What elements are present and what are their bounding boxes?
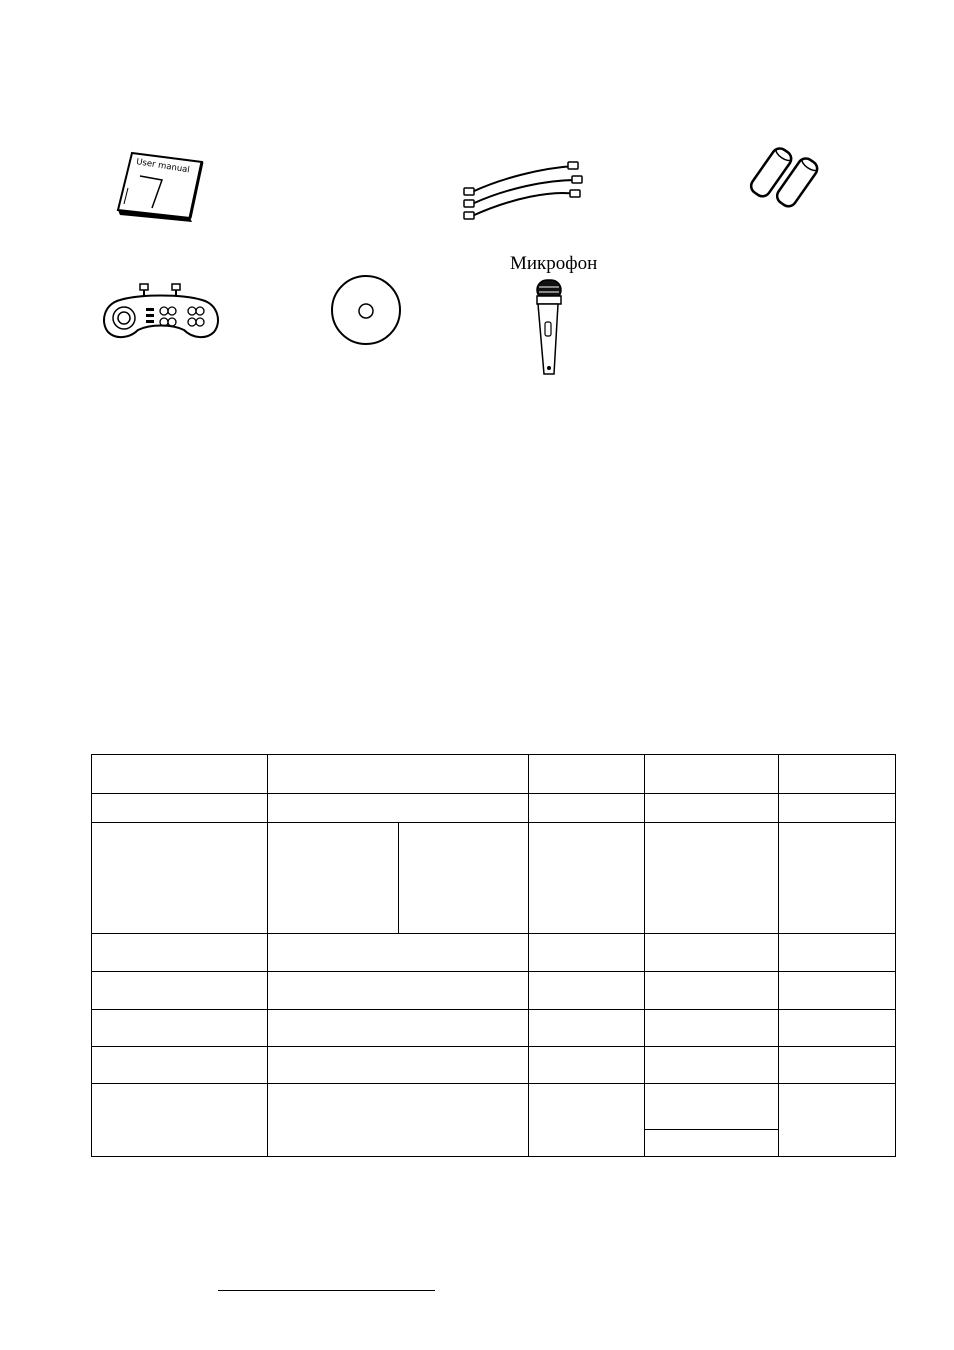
batteries-illustration [748,142,823,217]
microphone-label: Микрофон [510,253,598,274]
av-cable-icon [462,158,587,223]
gamepad-illustration [100,282,222,340]
specification-table-grid [91,754,896,1157]
specification-table [91,754,896,1157]
disc-icon [330,274,402,346]
batteries-icon [748,142,823,217]
disc-illustration [330,274,402,346]
manual-cover-text: User manual [135,157,191,176]
microphone-icon [530,278,566,380]
microphone-illustration [530,278,566,380]
user-manual-icon [110,150,205,222]
av-cable-illustration [462,158,587,223]
table-border [92,755,896,1157]
user-manual-illustration [110,150,205,222]
signature-line [218,1290,435,1291]
gamepad-icon [100,282,222,340]
